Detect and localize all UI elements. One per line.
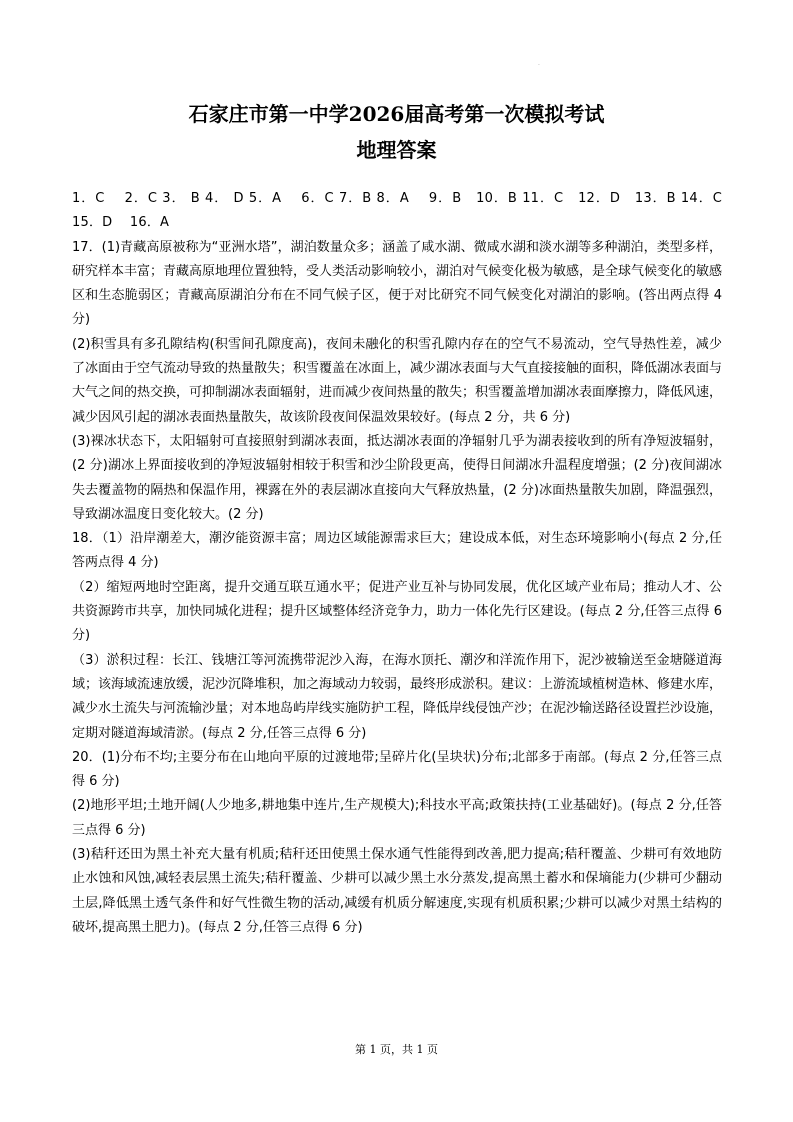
answer-paragraph: （2）缩短两地时空距离，提升交通互联互通水平；促进产业互补与协同发展，优化区域产业布局；推动人才、公共资源跨市共享，加快同城化进程；提升区域整体经济竞争力，助力一体化先行区建设。(每点 2 分,任答三点得 6 分) [72, 579, 722, 644]
answer-paragraph: (3)秸秆还田为黑土补充大量有机质;秸秆还田使黑土保水通气性能得到改善,肥力提高;秸秆覆盖、少耕可有效地防止水蚀和风蚀,减轻表层黑土流失;秸秆覆盖、少耕可以减少黑土水分蒸发,提高黑土蓄水和保墒能力(少耕可少翻动土层,降低黑土透气条件和好气性微生物的活动,减缓有机质分解速度,实现有机质积累;少耕可以减少对黑土结构的破坏,提高黑土肥力)。(每点 2 分,任答三点得 6 分) [72, 847, 722, 935]
multiple-choice-answers: 1．C 2．C 3． B 4． D 5．A 6．C 7．B 8．A 9．B 10．B 11．C 12．D 13．B 14．C 15．D 16．A [72, 191, 740, 231]
answer-paragraph: 18．（1）沿岸潮差大，潮汐能资源丰富；周边区域能源需求巨大；建设成本低，对生态环境影响小(每点 2 分,任答两点得 4 分) [72, 531, 722, 571]
answer-paragraph: (3)裸冰状态下，太阳辐射可直接照射到湖冰表面，抵达湖冰表面的净辐射几乎为湖表接收到的所有净短波辐射，(2 分)湖冰上界面接收到的净短波辐射相较于积雪和沙尘阶段更高，使得日间湖冰升温程度增强；(2 分)夜间湖冰失去覆盖物的隔热和保温作用，裸露在外的表层湖冰直接向大气释放热量，(2 分)冰面热量散失加剧，降温强烈，导致湖冰温度日变化较大。(2 分) [72, 433, 722, 522]
answer-paragraph: 17．(1)青藏高原被称为“亚洲水塔”，湖泊数量众多；涵盖了咸水湖、微咸水湖和淡水湖等多种湖泊，类型多样，研究样本丰富；青藏高原地理位置独特，受人类活动影响较小，湖泊对气候变化极为敏感，是全球气候变化的敏感区和生态脆弱区；青藏高原湖泊分布在不同气候子区，便于对比研究不同气候变化对湖泊的影响。(答出两点得 4 分) [72, 239, 723, 328]
page-speck: · [538, 62, 540, 69]
exam-title: 石家庄市第一中学2026届高考第一次模拟考试 [188, 102, 605, 126]
page-footer: 第 1 页，共 1 页 [355, 1043, 438, 1056]
answer-body [72, 187, 740, 940]
answer-paragraph: (2)地形平坦;土地开阔(人少地多,耕地集中连片,生产规模大);科技水平高;政策扶持(工业基础好)。(每点 2 分,任答三点得 6 分) [72, 798, 722, 838]
exam-subtitle: 地理答案 [356, 138, 437, 162]
answer-paragraph: （3）淤积过程：长江、钱塘江等河流携带泥沙入海，在海水顶托、潮汐和洋流作用下，泥沙被输送至金塘隧道海域；该海域流速放缓，泥沙沉降堆积，加之海域动力较弱，最终形成淤积。建议：上游流域植树造林、修建水库，减少水土流失与河流输沙量；对本地岛屿岸线实施防护工程，降低岸线侵蚀产沙；在泥沙输送路径设置拦沙设施，定期对隧道海域清淤。(每点 2 分,任答三点得 6 分) [72, 652, 723, 741]
answer-paragraph: 20．(1)分布不均;主要分布在山地向平原的过渡地带;呈碎片化(呈块状)分布;北部多于南部。(每点 2 分,任答三点得 6 分) [72, 749, 722, 790]
answer-paragraph: (2)积雪具有多孔隙结构(积雪间孔隙度高)，夜间未融化的积雪孔隙内存在的空气不易流动，空气导热性差，减少了冰面由于空气流动导致的热量散失；积雪覆盖在冰面上，减少湖冰表面与大气直接接触的面积，降低湖冰表面与大气之间的热交换，可抑制湖冰表面辐射，进而减少夜间热量的散失；积雪覆盖增加湖冰表面摩擦力，降低风速，减少因风引起的湖冰表面热量散失，故该阶段夜间保温效果较好。(每点 2 分，共 6 分) [72, 336, 723, 425]
